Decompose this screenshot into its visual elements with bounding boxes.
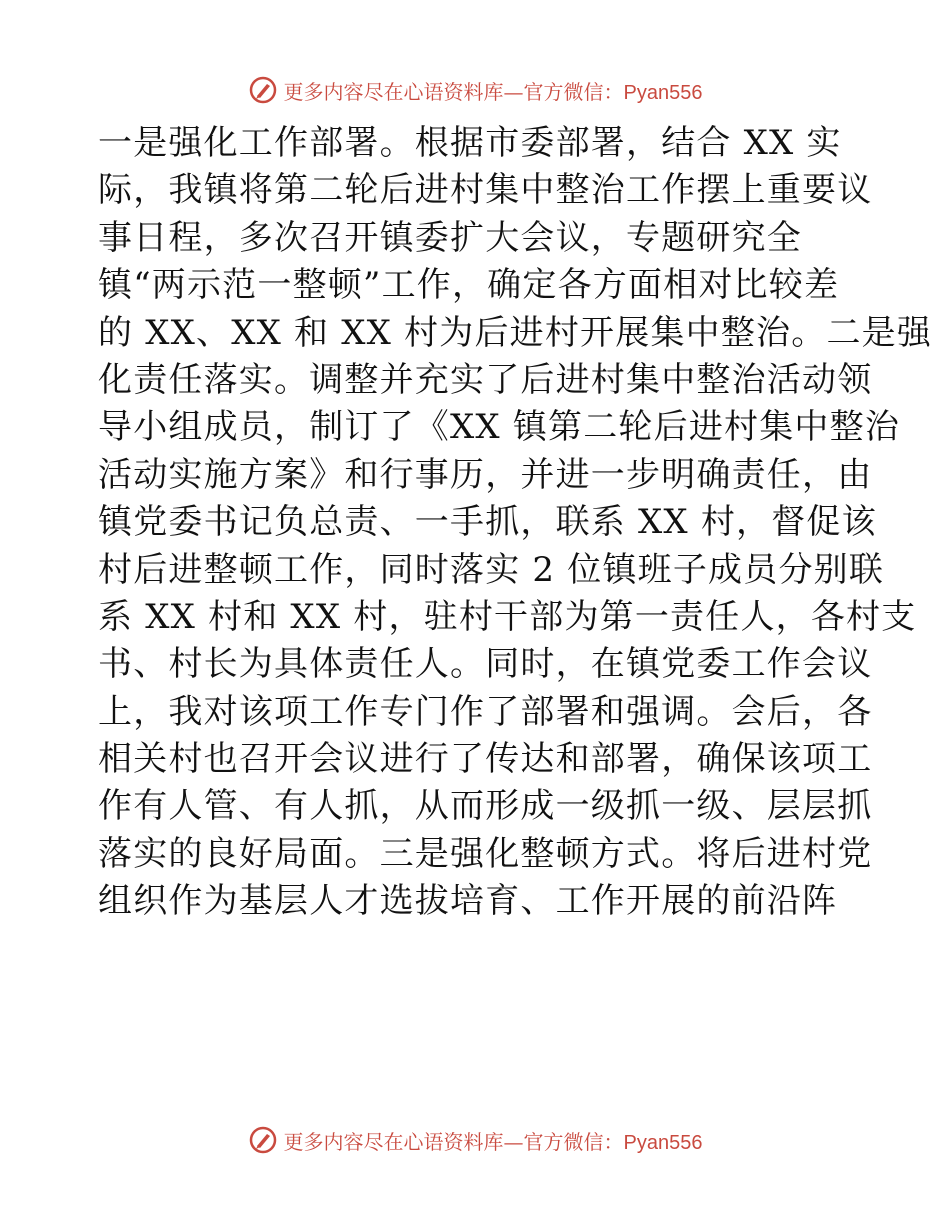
body-line: 组织作为基层人才选拔培育、工作开展的前沿阵: [98, 881, 838, 922]
footer-banner-official: 官方微信：: [523, 1129, 624, 1154]
body-line: 系 XX 村和 XX 村，驻村干部为第一责任人，各村支: [98, 596, 917, 637]
body-line: 作有人管、有人抓，从而形成一级抓一级、层层抓: [98, 786, 873, 827]
body-line: 镇“两示范一整顿”工作，确定各方面相对比较差: [98, 265, 840, 306]
body-line: 导小组成员，制订了《XX 镇第二轮后进村集中整治: [98, 407, 901, 448]
body-line: 的 XX、XX 和 XX 村为后进村开展集中整治。二是强: [98, 312, 933, 353]
footer-banner-text: [284, 1126, 703, 1155]
red-pen-seal-icon: [248, 1125, 278, 1155]
header-banner-official: 官方微信：: [523, 79, 624, 104]
body-line: 一是强化工作部署。根据市委部署，结合 XX 实: [98, 123, 842, 163]
header-banner-prefix: 更多内容尽在心语资料库: [283, 79, 504, 104]
footer-banner-dash: —: [503, 1129, 524, 1154]
body-line: 事日程，多次召开镇委扩大会议，专题研究全: [98, 217, 802, 258]
body-line: 书、村长为具体责任人。同时，在镇党委工作会议: [98, 644, 873, 685]
body-line: 际，我镇将第二轮后进村集中整治工作摆上重要议: [98, 170, 873, 211]
body-line: 上，我对该项工作专门作了部署和强调。会后，各: [98, 691, 873, 732]
header-banner-text: [284, 76, 703, 105]
body-line: 相关村也召开会议进行了传达和部署，确保该项工: [98, 739, 873, 780]
footer-banner-prefix: 更多内容尽在心语资料库: [283, 1129, 504, 1154]
body-line: 镇党委书记负总责、一手抓，联系 XX 村，督促该: [98, 502, 877, 543]
footer-banner-account: Pyan556: [623, 1131, 703, 1154]
body-line: 活动实施方案》和行事历，并进一步明确责任，由: [98, 454, 873, 495]
header-banner: [0, 70, 950, 110]
header-banner-dash: —: [503, 79, 524, 104]
red-pen-seal-icon: [248, 75, 278, 105]
body-line: 村后进整顿工作，同时落实 2 位镇班子成员分别联: [98, 549, 885, 590]
document-body: [98, 120, 933, 926]
body-line: 落实的良好局面。三是强化整顿方式。将后进村党: [98, 833, 873, 874]
footer-banner: [0, 1120, 950, 1160]
body-line: 化责任落实。调整并充实了后进村集中整治活动领: [98, 359, 873, 400]
header-banner-account: Pyan556: [623, 81, 703, 104]
